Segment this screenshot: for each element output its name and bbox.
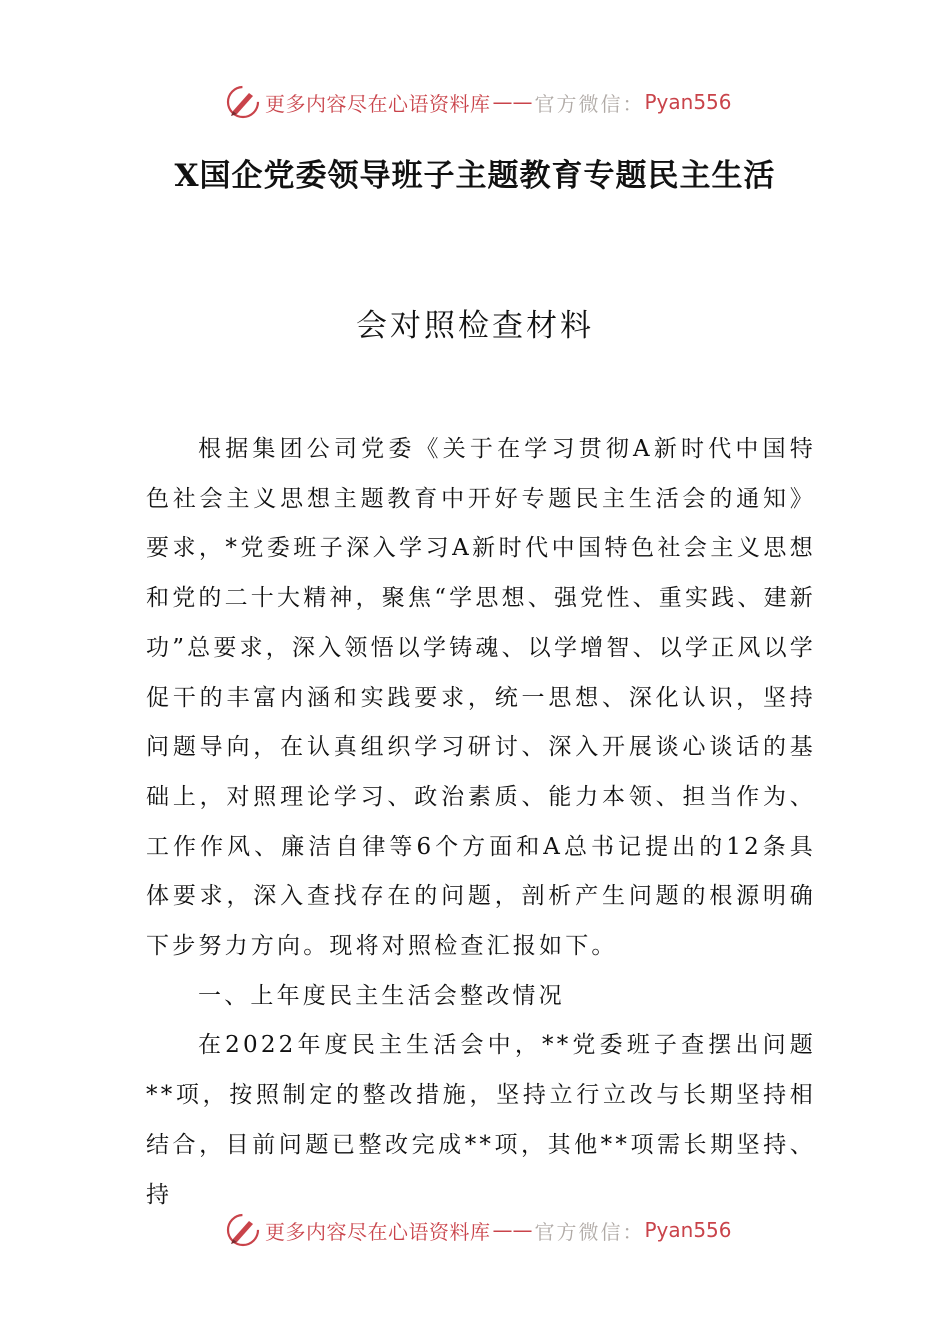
document-title-line1: X国企党委领导班子主题教育专题民主生活: [174, 158, 776, 194]
watermark-text: 更多内容尽在心语资料库: [265, 91, 491, 116]
pen-logo-icon: [225, 1212, 261, 1248]
document-title-line2: 会对照检查材料: [356, 308, 594, 344]
watermark-separator: ——: [492, 1218, 533, 1242]
watermark-id: Pyan556: [644, 90, 732, 114]
paragraph-intro: 根据集团公司党委《关于在学习贯彻A新时代中国特色社会主义思想主题教育中开好专题民主生活会的通知》要求，*党委班子深入学习A新时代中国特色社会主义思想和党的二十大精神，聚焦“学思想、强党性、重实践、建新功”总要求，深入领悟以学铸魂、以学增智、以学正风以学促干的丰富内涵和实践要求，统一思想、深化认识，坚持问题导向，在认真组织学习研讨、深入开展谈心谈话的基础上，对照理论学习、政治素质、能力本领、担当作为、工作作风、廉洁自律等6个方面和A总书记提出的12条具体要求，深入查找存在的问题，剖析产生问题的根源明确下步努力方向。现将对照检查汇报如下。: [146, 436, 816, 960]
document-body: [146, 425, 816, 1220]
section-heading-1: 一、上年度民主生活会整改情况: [198, 982, 565, 1009]
paragraph-rectification: 在2022年度民主生活会中，**党委班子查摆出问题**项，按照制定的整改措施，坚持立行立改与长期坚持相结合，目前问题已整改完成**项，其他**项需长期坚持、持: [146, 1032, 816, 1208]
watermark-label: 官方微信：: [534, 1219, 645, 1244]
watermark-id: Pyan556: [644, 1218, 732, 1242]
watermark-footer: [225, 1210, 732, 1250]
watermark-header: [225, 82, 732, 122]
watermark-text: 更多内容尽在心语资料库: [265, 1219, 491, 1244]
watermark-label: 官方微信：: [534, 91, 645, 116]
pen-logo-icon: [225, 84, 261, 120]
watermark-separator: ——: [492, 90, 533, 114]
